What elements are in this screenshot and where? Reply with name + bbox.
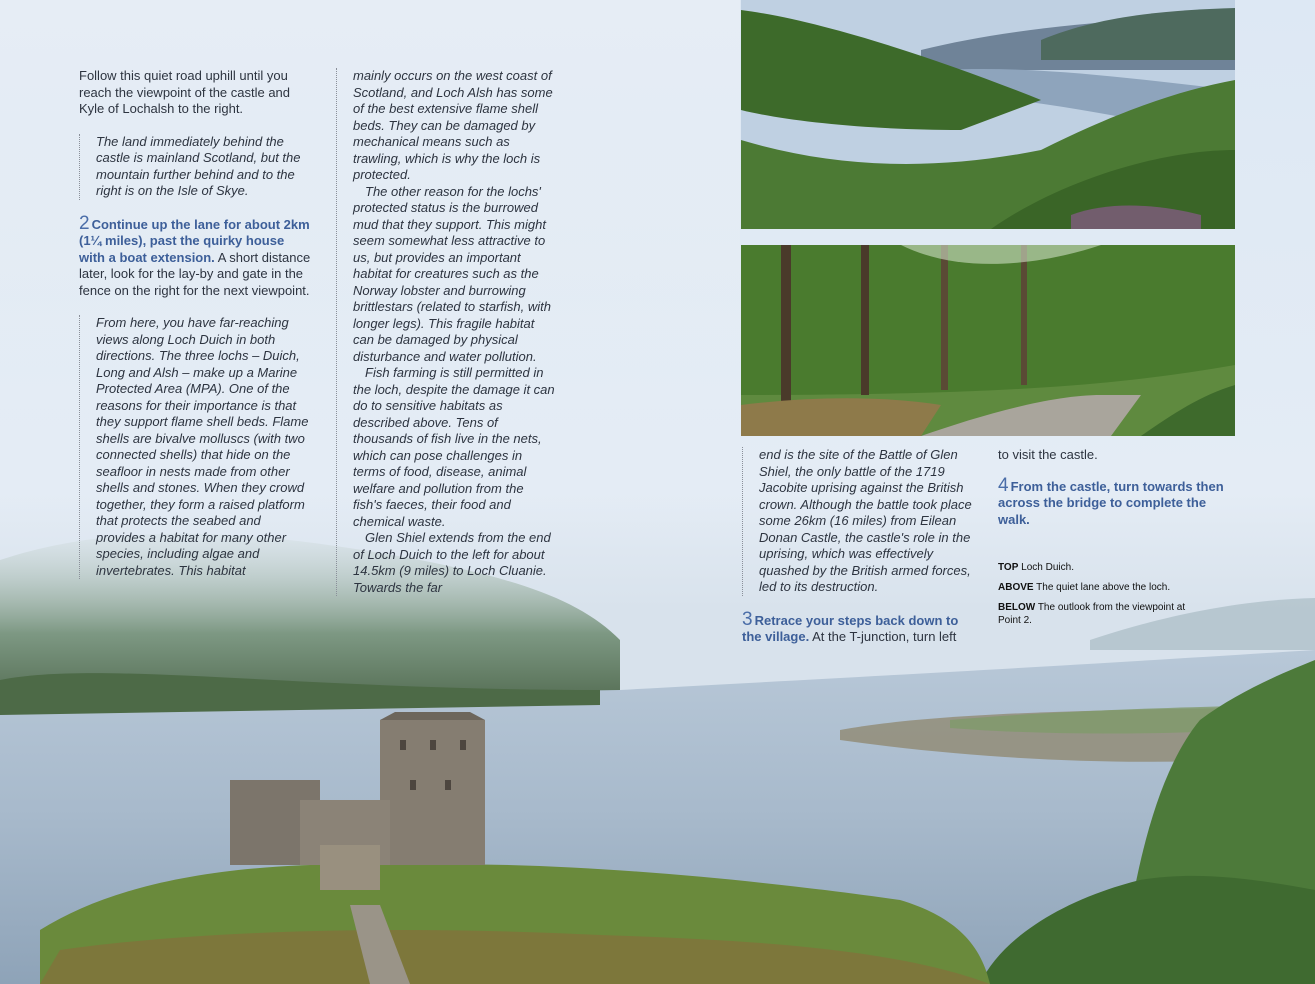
step-text: At the T-junction, turn left bbox=[809, 629, 957, 644]
step-4 bbox=[998, 474, 1234, 529]
step-heading: From the castle, turn towards then across the bridge to complete the walk. bbox=[998, 478, 1224, 527]
caption-below: BELOW The outlook from the viewpoint at Point 2. bbox=[998, 602, 1186, 626]
caption-above: ABOVE The quiet lane above the loch. bbox=[998, 582, 1171, 593]
column-1 bbox=[79, 68, 311, 579]
aside-paragraph: Fish farming is still permitted in the loch, despite the damage it can do to sensitive habitats as described above. Tens of thousands of fish live in the nets, which can pose challenges in terms of food, disease, animal welfare and pollution from the fish's faeces, their food and chemical waste. bbox=[353, 365, 555, 529]
step-text: A short distance later, look for the lay-by and gate in the fence on the right for the next viewpoint. bbox=[79, 249, 311, 298]
step-heading: Retrace your steps back down to the village. bbox=[742, 612, 959, 644]
aside-paragraph: mainly occurs on the west coast of Scotland, and Loch Alsh has some of the best extensive flame shell beds. They can be damaged by mechanical means such as trawling, which is why the loch is protected. bbox=[353, 68, 553, 182]
loch-duich-photo bbox=[741, 0, 1235, 229]
body-paragraph: Follow this quiet road uphill until you reach the viewpoint of the castle and Kyle of Lochalsh to the right. bbox=[79, 68, 291, 116]
column-2 bbox=[336, 68, 556, 596]
aside-paragraph: Glen Shiel extends from the end of Loch Duich to the left for about 14.5km (9 miles) to Loch Cluanie. Towards the far bbox=[353, 530, 551, 595]
step-number: 2 bbox=[79, 212, 90, 234]
photo-captions bbox=[998, 558, 1198, 627]
aside-paragraph: end is the site of the Battle of Glen Shiel, the only battle of the 1719 Jacobite uprising against the British crown. Although the battle took place some 26km (16 miles) from Eilean Donan Castle, the castle's role in the uprising, which was effectively quashed by the British armed forces, led to its destruction. bbox=[742, 447, 978, 596]
column-4 bbox=[998, 447, 1234, 627]
step-heading: Continue up the lane for about 2km (1¼ miles), past the quirky house with a boat extension. bbox=[79, 216, 310, 265]
step-2 bbox=[79, 212, 311, 300]
aside-paragraph: The land immediately behind the castle is mainland Scotland, but the mountain further behind and to the right is on the Isle of Skye. bbox=[79, 134, 311, 200]
caption-top: TOP Loch Duich. bbox=[998, 562, 1074, 573]
step-number: 3 bbox=[742, 608, 753, 630]
step-number: 4 bbox=[998, 474, 1009, 496]
aside-paragraph: From here, you have far-reaching views along Loch Duich in both directions. The three lochs – Duich, Long and Alsh – make up a Marine Protected Area (MPA). One of the reasons for their importance is that they support flame shell beds. Flame shells are bivalve molluscs (with two connected shells) that hide on the seafloor in nests made from other shells and stones. When they crowd together, they form a raised platform that protects the seabed and provides a habitat for many other species, including algae and invertebrates. This habitat bbox=[79, 315, 311, 579]
column-3 bbox=[742, 447, 978, 646]
step-3 bbox=[742, 608, 978, 646]
quiet-lane-photo bbox=[741, 245, 1235, 436]
aside-paragraph: The other reason for the lochs' protected status is the burrowed mud that they support. This might seem somewhat less attractive to us, but provides an important habitat for creatures such as the Norway lobster and burrowing brittlestars (related to starfish, with longer legs). This fragile habitat can be damaged by physical disturbance and water pollution. bbox=[353, 183, 551, 364]
body-paragraph: to visit the castle. bbox=[998, 447, 1098, 462]
